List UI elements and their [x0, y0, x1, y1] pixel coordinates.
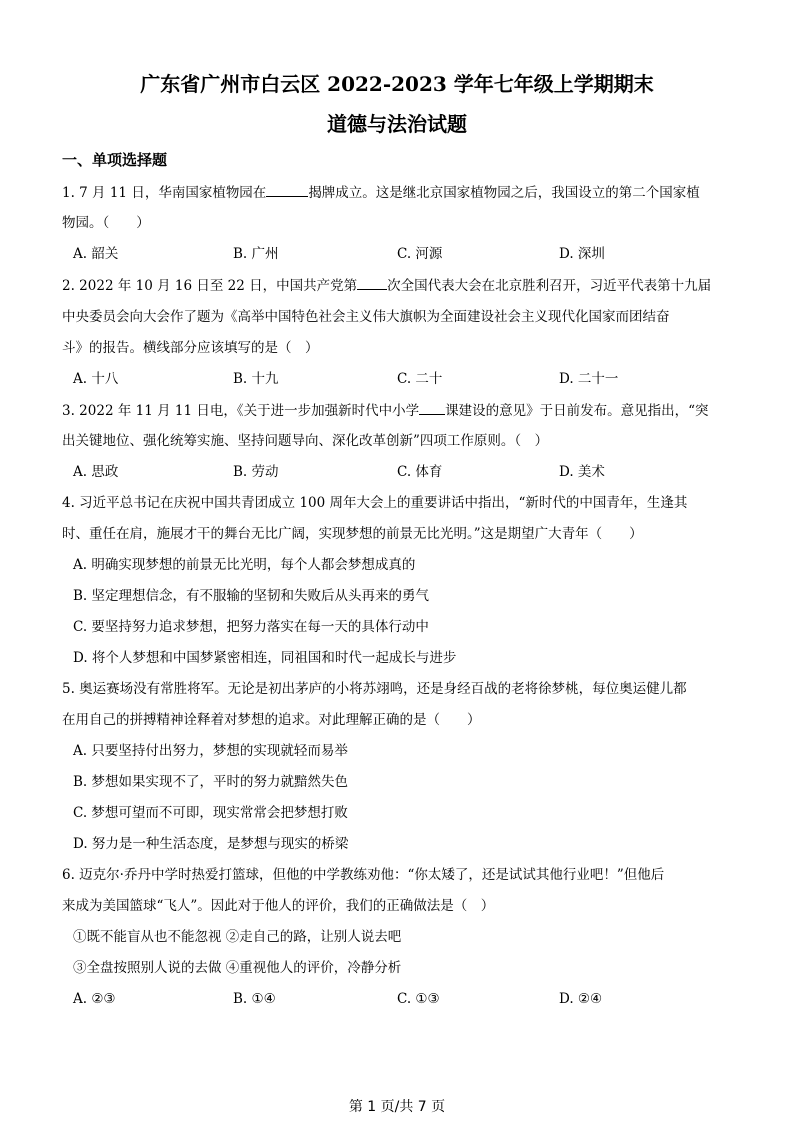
question-2-option-d: D. 二十一 — [559, 371, 619, 387]
question-1-option-a: A. 韶关 — [73, 246, 119, 262]
section-title: 一、单项选择题 — [62, 151, 168, 169]
question-2-line-2: 中央委员会向大会作了题为《高举中国特色社会主义伟大旗帜为全面建设社会主义现代化国家而团结奋 — [62, 309, 670, 325]
question-3-line-1: 3. 2022 年 11 月 11 日电，《关于进一步加强新时代中小学 课建设的意见》于日前发布。意见指出，“突 — [62, 400, 709, 421]
question-4-option-c: C. 要坚持努力追求梦想，把努力落实在每一天的具体行动中 — [73, 619, 429, 635]
question-2-option-b: B. 十九 — [233, 371, 279, 387]
answer-blank — [357, 275, 387, 290]
question-2-line-1: 2. 2022 年 10 月 16 日至 22 日，中国共产党第 次全国代表大会在北京胜利召开，习近平代表第十九届 — [62, 275, 711, 296]
question-5-option-c: C. 梦想可望而不可即，现实常常会把梦想打败 — [73, 805, 348, 821]
question-2-option-a: A. 十八 — [73, 371, 119, 387]
question-3-option-a: A. 思政 — [73, 464, 119, 480]
question-4-option-b: B. 坚定理想信念，有不服输的坚韧和失败后从头再来的勇气 — [73, 588, 430, 604]
question-6-line-2: 来成为美国篮球“飞人”。因此对于他人的评价，我们的正确做法是（ ） — [62, 898, 495, 914]
document-subtitle: 道德与法治试题 — [327, 112, 467, 136]
question-6-option-b: B. ①④ — [233, 991, 276, 1007]
question-1-line-2: 物园。（ ） — [62, 215, 150, 231]
question-6-line-1: 6. 迈克尔·乔丹中学时热爱打篮球，但他的中学教练劝他：“你太矮了，还是试试其他行业吧！”但他后 — [62, 867, 665, 883]
question-3-option-d: D. 美术 — [559, 464, 605, 480]
question-5-line-2: 在用自己的拼搏精神诠释着对梦想的追求。对此理解正确的是（ ） — [62, 712, 481, 728]
question-5-option-a: A. 只要坚持付出努力，梦想的实现就轻而易举 — [73, 743, 348, 759]
question-6-statements-2: ③全盘按照别人说的去做 ④重视他人的评价，冷静分析 — [73, 960, 402, 976]
question-3-option-b: B. 劳动 — [233, 464, 279, 480]
answer-blank — [266, 182, 308, 197]
question-4-option-a: A. 明确实现梦想的前景无比光明，每个人都会梦想成真的 — [73, 557, 416, 573]
question-5-line-1: 5. 奥运赛场没有常胜将军。无论是初出茅庐的小将苏翊鸣，还是身经百战的老将徐梦桃，每位奥运健儿都 — [62, 681, 687, 697]
question-2-option-c: C. 二十 — [397, 371, 443, 387]
question-2-line-3: 斗》的报告。横线部分应该填写的是（ ） — [62, 340, 319, 356]
question-3-line-2: 出关键地位、强化统筹实施、坚持问题导向、深化改革创新”四项工作原则。（ ） — [62, 433, 549, 449]
question-1-option-c: C. 河源 — [397, 246, 443, 262]
question-5-option-d: D. 努力是一种生活态度，是梦想与现实的桥梁 — [73, 836, 349, 852]
question-4-line-2: 时、重任在肩，施展才干的舞台无比广阔，实现梦想的前景无比光明。”这是期望广大青年（ ） — [62, 526, 643, 542]
question-5-option-b: B. 梦想如果实现不了，平时的努力就黯然失色 — [73, 774, 349, 790]
page-footer: 第 1 页/共 7 页 — [348, 1099, 446, 1115]
question-3-option-c: C. 体育 — [397, 464, 443, 480]
question-4-line-1: 4. 习近平总书记在庆祝中国共青团成立 100 周年大会上的重要讲话中指出，“新时代的中国青年，生逢其 — [62, 495, 688, 511]
question-1-line-1: 1. 7 月 11 日，华南国家植物园在 揭牌成立。这是继北京国家植物园之后，我国设立的第二个国家植 — [62, 182, 700, 203]
question-1-option-d: D. 深圳 — [559, 246, 605, 262]
question-6-option-d: D. ②④ — [559, 991, 603, 1007]
document-title: 广东省广州市白云区 2022-2023 学年七年级上学期期末 — [140, 72, 654, 96]
question-6-option-a: A. ②③ — [73, 991, 116, 1007]
question-1-option-b: B. 广州 — [233, 246, 279, 262]
answer-blank — [419, 400, 445, 415]
question-6-statements-1: ①既不能盲从也不能忽视 ②走自己的路，让别人说去吧 — [73, 929, 402, 945]
question-6-option-c: C. ①③ — [397, 991, 440, 1007]
question-4-option-d: D. 将个人梦想和中国梦紧密相连，同祖国和时代一起成长与进步 — [73, 650, 457, 666]
